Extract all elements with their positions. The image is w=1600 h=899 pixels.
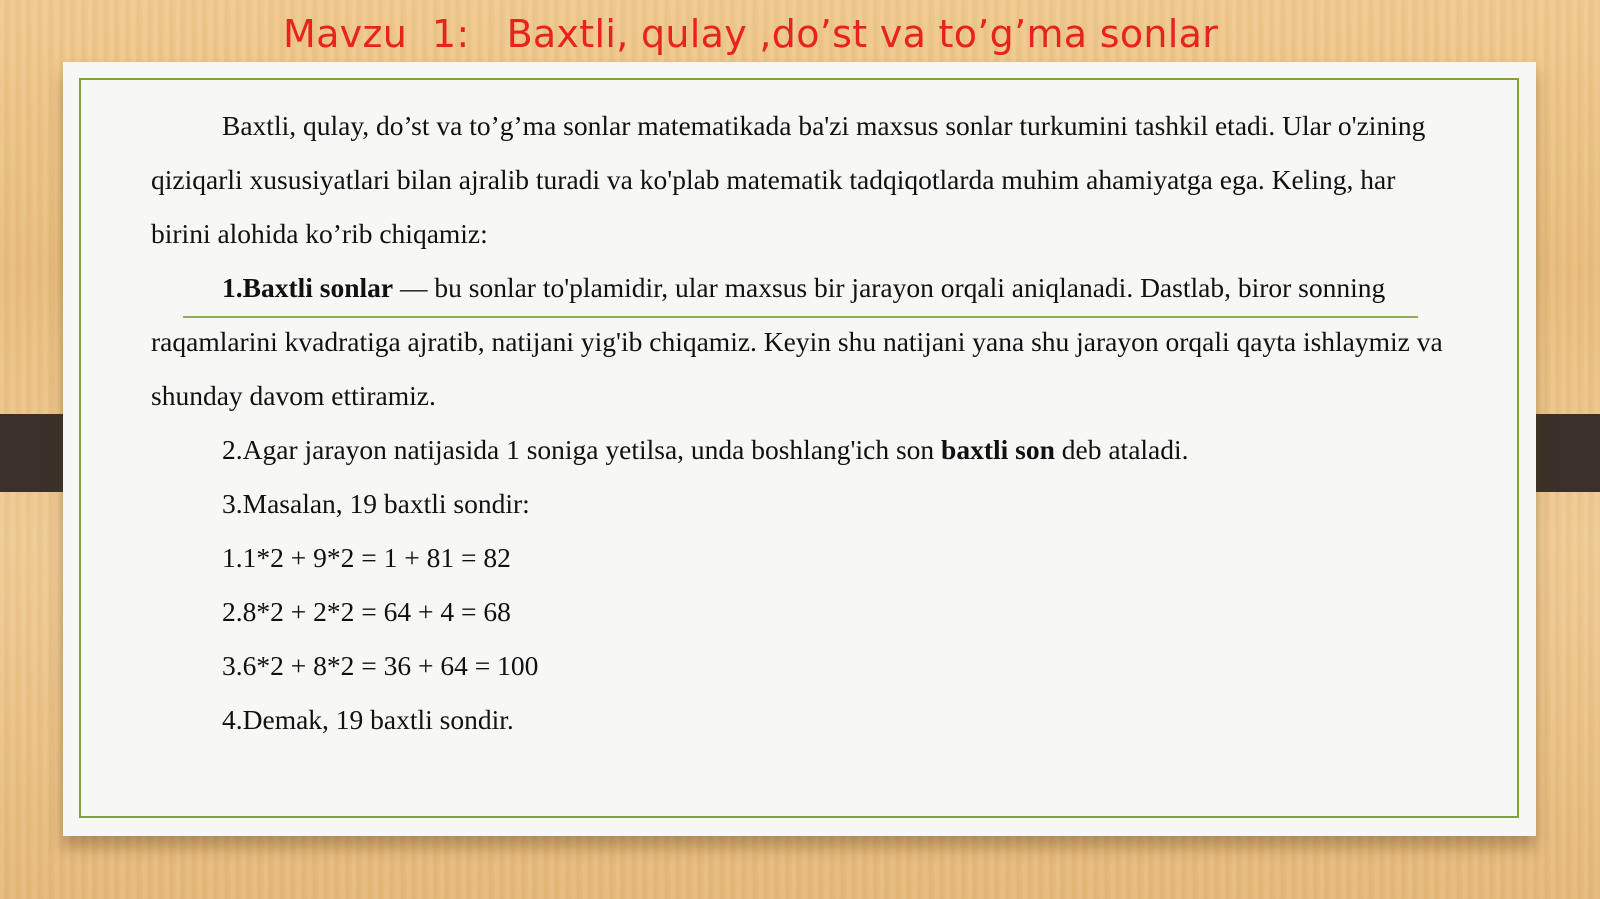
definition-line-3: shunday davom ettiramiz. xyxy=(151,380,436,411)
example-step-3: 3.6*2 + 8*2 = 36 + 64 = 100 xyxy=(222,650,539,681)
term-baxtli-sonlar: 1.Baxtli sonlar xyxy=(222,272,394,303)
intro-line-1: Baxtli, qulay, do’st va to’g’ma sonlar matematikada ba'zi maxsus sonlar turkumini tashkil etadi. Ular o'zining xyxy=(222,110,1426,141)
example-step-1: 1.1*2 + 9*2 = 1 + 81 = 82 xyxy=(222,542,511,573)
slide-title: Mavzu 1: Baxtli, qulay ,do’st va to’g’ma sonlar xyxy=(283,12,1219,56)
conclusion-line: 4.Demak, 19 baxtli sondir. xyxy=(222,704,514,735)
rule-line: 2.Agar jarayon natijasida 1 soniga yetilsa, unda boshlang'ich son baxtli son deb ataladi. xyxy=(222,434,1189,465)
intro-line-2: qiziqarli xususiyatlari bilan ajralib turadi va ko'plab matematik tadqiqotlarda muhim ahamiyatga ega. Keling, har xyxy=(151,164,1396,195)
intro-line-3: birini alohida ko’rib chiqamiz: xyxy=(151,218,488,249)
slide-body xyxy=(151,99,1551,747)
definition-line-1: 1.Baxtli sonlar — bu sonlar to'plamidir, ular maxsus bir jarayon orqali aniqlanadi. Dastlab, biror sonning xyxy=(222,272,1386,303)
example-heading: 3.Masalan, 19 baxtli sondir: xyxy=(222,488,530,519)
definition-line-2: raqamlarini kvadratiga ajratib, natijani yig'ib chiqamiz. Keyin shu natijani yana shu jarayon orqali qayta ishlaymiz va xyxy=(151,326,1443,357)
term-baxtli-son: baxtli son xyxy=(941,434,1055,465)
example-step-2: 2.8*2 + 2*2 = 64 + 4 = 68 xyxy=(222,596,511,627)
